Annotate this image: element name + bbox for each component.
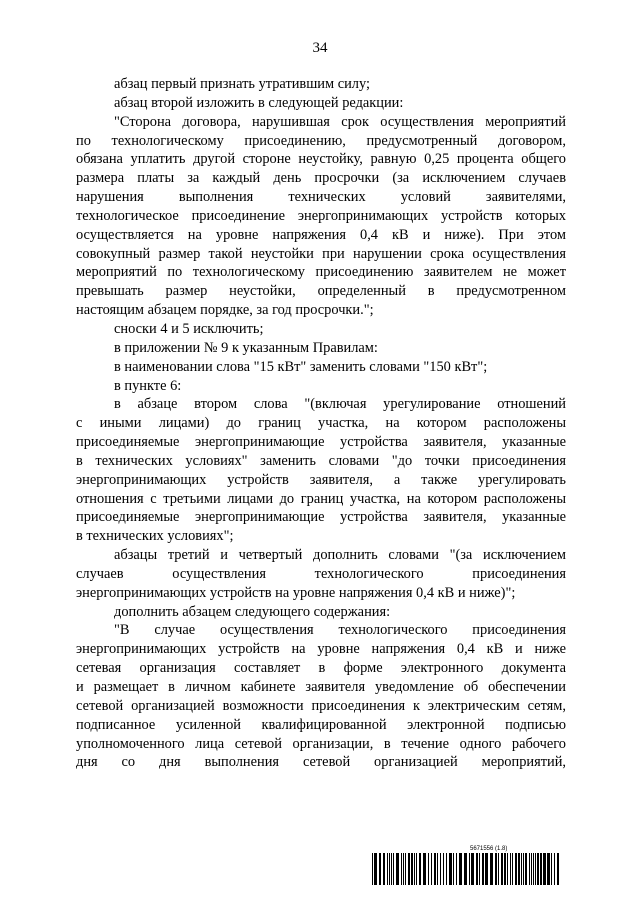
barcode-bar bbox=[389, 853, 390, 885]
barcode-bar bbox=[551, 853, 552, 885]
barcode-bar bbox=[515, 853, 517, 885]
barcode-bar bbox=[446, 853, 447, 885]
barcode-bar bbox=[482, 853, 484, 885]
barcode-bar bbox=[464, 853, 467, 885]
text-line: отношения с третьими лицами до границ участка, на котором расположены bbox=[76, 490, 566, 507]
barcode-bar bbox=[543, 853, 546, 885]
text-line: случаев осуществления технологического присоединения bbox=[76, 565, 566, 582]
text-line: "В случае осуществления технологического присоединения bbox=[114, 622, 566, 639]
text-line: "Сторона договора, нарушившая срок осуществления мероприятий bbox=[114, 113, 566, 130]
barcode-bar bbox=[453, 853, 454, 885]
barcode-bar bbox=[525, 853, 527, 885]
barcode-bar bbox=[414, 853, 415, 885]
text-line: уполномоченного лица сетевой организации, в течение одного рабочего bbox=[76, 735, 566, 752]
barcode-bar bbox=[512, 853, 513, 885]
barcode-bar bbox=[501, 853, 503, 885]
text-line: в абзаце втором слова "(включая урегулирование отношений bbox=[114, 396, 566, 413]
text-line: превышать размер неустойки, определенный в предусмотренном bbox=[76, 283, 566, 300]
page-number: 34 bbox=[312, 40, 328, 56]
text-line: подписанное усиленной квалифицированной электронной подписью bbox=[76, 716, 566, 733]
barcode-bar bbox=[498, 853, 499, 885]
barcode-bar bbox=[456, 853, 457, 885]
text-line: присоединяемые энергопринимающие устройства заявителя, указанные bbox=[76, 509, 566, 526]
barcode-bar bbox=[411, 853, 413, 885]
barcode-bar bbox=[419, 853, 421, 885]
barcode-bar bbox=[403, 853, 404, 885]
barcode-bar bbox=[518, 853, 520, 885]
text-line: абзац второй изложить в следующей редакции: bbox=[114, 94, 404, 111]
text-line: обязана уплатить другой стороне неустойку, равную 0,25 процента общего bbox=[76, 151, 566, 168]
barcode-bar bbox=[531, 853, 532, 885]
text-line: сетевой организацией возможности присоединения к электрическим сетям, bbox=[76, 697, 566, 714]
barcode-bar bbox=[434, 853, 436, 885]
barcode-bar bbox=[408, 853, 410, 885]
barcode-bar bbox=[471, 853, 474, 885]
barcode-bar bbox=[521, 853, 522, 885]
text-line: присоединяемые энергопринимающие устройства заявителя, указанные bbox=[76, 434, 566, 451]
text-line: в приложении № 9 к указанным Правилам: bbox=[114, 339, 378, 356]
text-line: дня со дня выполнения сетевой организацией мероприятий, bbox=[76, 754, 566, 771]
text-line: дополнить абзацем следующего содержания: bbox=[114, 603, 391, 620]
barcode-bar bbox=[440, 853, 441, 885]
barcode-bar bbox=[393, 853, 394, 885]
barcode-bar bbox=[383, 853, 385, 885]
barcode-bar bbox=[479, 853, 480, 885]
barcode-bar bbox=[374, 853, 377, 885]
text-line: мероприятий по технологическому присоединению заявителем не может bbox=[76, 264, 566, 281]
text-line: технологическое присоединение энергопринимающих устройств которых bbox=[76, 207, 566, 224]
barcode-bar bbox=[507, 853, 508, 885]
barcode-bar bbox=[535, 853, 536, 885]
barcode-bar bbox=[485, 853, 488, 885]
text-line: осуществляется на уровне напряжения 0,4 кВ и ниже). При этом bbox=[76, 226, 566, 243]
barcode-bar bbox=[416, 853, 417, 885]
barcode-bar bbox=[554, 853, 555, 885]
barcode-bar bbox=[437, 853, 438, 885]
barcode-bar bbox=[405, 853, 406, 885]
barcode-bar bbox=[537, 853, 539, 885]
document-body bbox=[76, 75, 566, 772]
barcode-bar bbox=[510, 853, 511, 885]
text-line: сетевая организация составляет в форме электронного документа bbox=[76, 660, 566, 677]
barcode-bar bbox=[423, 853, 426, 885]
text-line: абзац первый признать утратившим силу; bbox=[114, 76, 370, 92]
barcode-bar bbox=[547, 853, 550, 885]
barcode-bar bbox=[449, 853, 452, 885]
barcode-bar bbox=[476, 853, 478, 885]
barcode-bar bbox=[469, 853, 470, 885]
barcode-bar bbox=[495, 853, 497, 885]
barcode-bar bbox=[379, 853, 381, 885]
text-line: настоящим абзацем порядке, за год просрочки."; bbox=[76, 302, 374, 319]
barcode-bar bbox=[431, 853, 432, 885]
text-line: абзацы третий и четвертый дополнить словами "(за исключением bbox=[114, 547, 566, 564]
barcode-bar bbox=[504, 853, 506, 885]
text-line: в пункте 6: bbox=[114, 377, 182, 394]
barcode-bar bbox=[523, 853, 524, 885]
text-line: в наименовании слова "15 кВт" заменить словами "150 кВт"; bbox=[114, 358, 488, 375]
barcode-bar bbox=[459, 853, 462, 885]
document-code: 5671556 (1.8) bbox=[470, 846, 508, 852]
barcode-bar bbox=[533, 853, 534, 885]
barcode-bar bbox=[557, 853, 559, 885]
text-line: и размещает в личном кабинете заявителя уведомление об обеспечении bbox=[76, 679, 566, 695]
text-line: энергопринимающих устройств на уровне напряжения 0,4 кВ и ниже)"; bbox=[76, 584, 516, 601]
barcode-bar bbox=[443, 853, 444, 885]
text-line: с иными лицами) до границ участка, на котором расположены bbox=[76, 415, 566, 432]
text-line: размера платы за каждый день просрочки (за исключением случаев bbox=[76, 170, 566, 187]
text-line: энергопринимающих устройств на уровне напряжения 0,4 кВ и ниже bbox=[76, 641, 566, 658]
barcode-bar bbox=[490, 853, 493, 885]
barcode-bar bbox=[396, 853, 399, 885]
barcode-bar bbox=[529, 853, 530, 885]
text-line: энергопринимающих устройств заявителя, а также урегулировать bbox=[76, 471, 566, 488]
barcode bbox=[372, 853, 560, 885]
text-line: в технических условиях"; bbox=[76, 528, 234, 545]
text-line: совокупный размер такой неустойки при нарушении срока осуществления bbox=[76, 245, 566, 262]
text-line: в технических условиях" заменить словами "до точки присоединения bbox=[76, 452, 566, 469]
text-line: по технологическому присоединению, предусмотренный договором, bbox=[76, 132, 566, 149]
barcode-bar bbox=[428, 853, 429, 885]
barcode-bar bbox=[540, 853, 542, 885]
barcode-bar bbox=[401, 853, 402, 885]
barcode-bar bbox=[372, 853, 373, 885]
barcode-bar bbox=[387, 853, 388, 885]
text-line: нарушения выполнения технических условий заявителями, bbox=[76, 189, 566, 206]
text-line: сноски 4 и 5 исключить; bbox=[114, 320, 264, 337]
barcode-bar bbox=[391, 853, 392, 885]
